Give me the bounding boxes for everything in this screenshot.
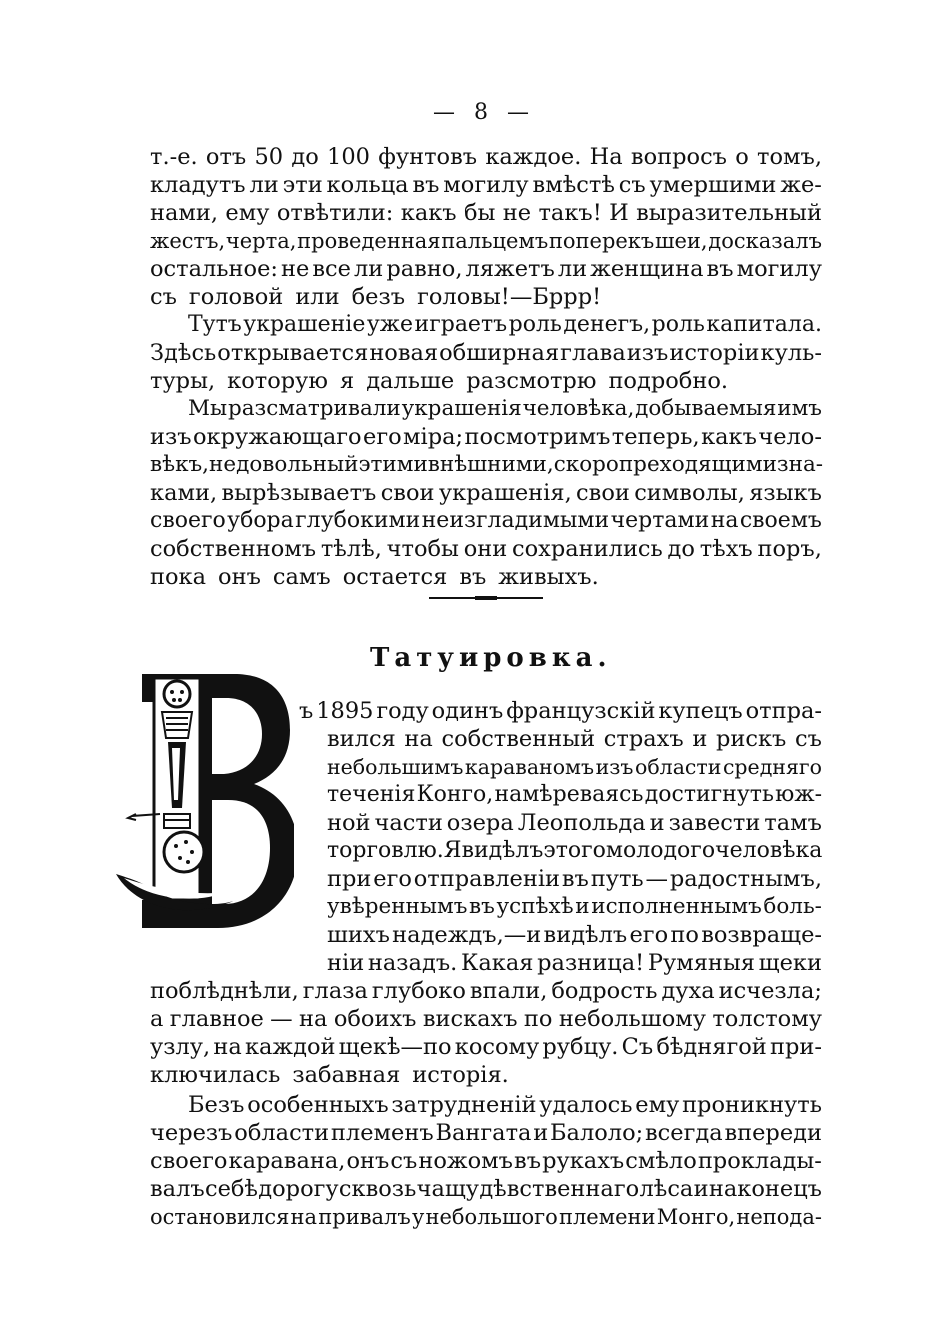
text-line: валъ себѣ дорогу сквозь чащу дѣвственнаго лѣса и наконецъ <box>150 1176 822 1202</box>
text-line: ніи назадъ. Какая разница! Румяныя щеки <box>327 950 822 976</box>
text-line: Мы разсматривали украшенія человѣка, добываемыя имъ <box>188 396 822 421</box>
drop-cap-ornament-icon <box>114 668 294 938</box>
text-line: узлу, на каждой щекѣ—по косому рубцу. Съ бѣднягой при- <box>150 1034 822 1060</box>
text-line: нами, ему отвѣтили: какъ бы не такъ! И выразительный <box>150 200 822 226</box>
text-line: шихъ надеждъ,—и видѣлъ его по возвраще- <box>327 922 822 948</box>
text-line: торговлю. Я видѣлъ этого молодого человѣка <box>327 838 823 863</box>
text-line: теченія Конго, намѣреваясь достигнуть юж- <box>327 782 822 807</box>
text-line: Тутъ украшеніе уже играетъ роль денегъ, роль капитала. <box>188 312 822 337</box>
text-line: ной части озера Леопольда и завести тамъ <box>327 810 822 836</box>
text-line: жестъ, черта, проведенная пальцемъ поперекъ шеи, досказалъ <box>150 229 822 253</box>
text-line: черезъ области племенъ Вангата и Балоло; всегда впереди <box>150 1120 822 1146</box>
section-heading: Татуировка. <box>370 643 612 673</box>
text-line: т.-е. отъ 50 до 100 фунтовъ каждое. На вопросъ о томъ, <box>150 144 822 170</box>
drop-cap-letter <box>114 668 294 938</box>
text-line: собственномъ тѣлѣ, чтобы они сохранились до тѣхъ поръ, <box>150 536 822 562</box>
text-line: ками, вырѣзываетъ свои украшенія, свои символы, языкъ <box>150 480 822 506</box>
text-line: Здѣсь открывается новая обширная глава изъ исторіи куль- <box>150 340 822 366</box>
text-line: ключилась забавная исторія. <box>150 1062 509 1088</box>
text-line: изъ окружающаго его міра; посмотримъ теперь, какъ чело- <box>150 424 822 450</box>
section-divider <box>429 597 543 599</box>
text-line: вился на собственный страхъ и рискъ съ <box>327 726 822 752</box>
text-line: при его отправленіи въ путь — радостнымъ, <box>327 866 822 892</box>
text-line: увѣреннымъ въ успѣхѣ и исполненнымъ боль- <box>327 894 822 919</box>
text-line: небольшимъ караваномъ изъ области средняго <box>327 755 822 779</box>
text-line: своего убора глубокими неизгладимыми чертами на своемъ <box>150 508 822 533</box>
text-line: кладутъ ли эти кольца въ могилу вмѣстѣ съ умершими же- <box>150 172 822 198</box>
text-line: ъ 1895 году одинъ французскій купецъ отпра- <box>299 698 822 724</box>
text-line: поблѣднѣли, глаза глубоко впали, бодрость духа исчезла; <box>150 978 822 1004</box>
text-line: остальное: не все ли равно, ляжетъ ли женщина въ могилу <box>150 256 822 282</box>
text-line: пока онъ самъ остается въ живыхъ. <box>150 564 599 590</box>
text-line: Безъ особенныхъ затрудненій удалось ему проникнуть <box>188 1092 822 1118</box>
page-number: — 8 — <box>433 100 535 125</box>
text-line: вѣкъ, недовольный этими внѣшними, скоропреходящими зна- <box>150 452 824 477</box>
text-line: а главное — на обоихъ вискахъ по небольшому толстому <box>150 1006 822 1032</box>
text-line: туры, которую я дальше разсмотрю подробно. <box>150 368 729 394</box>
text-line: съ головой или безъ головы!—Бррр! <box>150 284 602 310</box>
text-line: своего каравана, онъ съ ножомъ въ рукахъ смѣло проклады- <box>150 1148 822 1174</box>
text-line: остановился на привалъ у небольшого племени Монго, непода- <box>150 1205 822 1229</box>
